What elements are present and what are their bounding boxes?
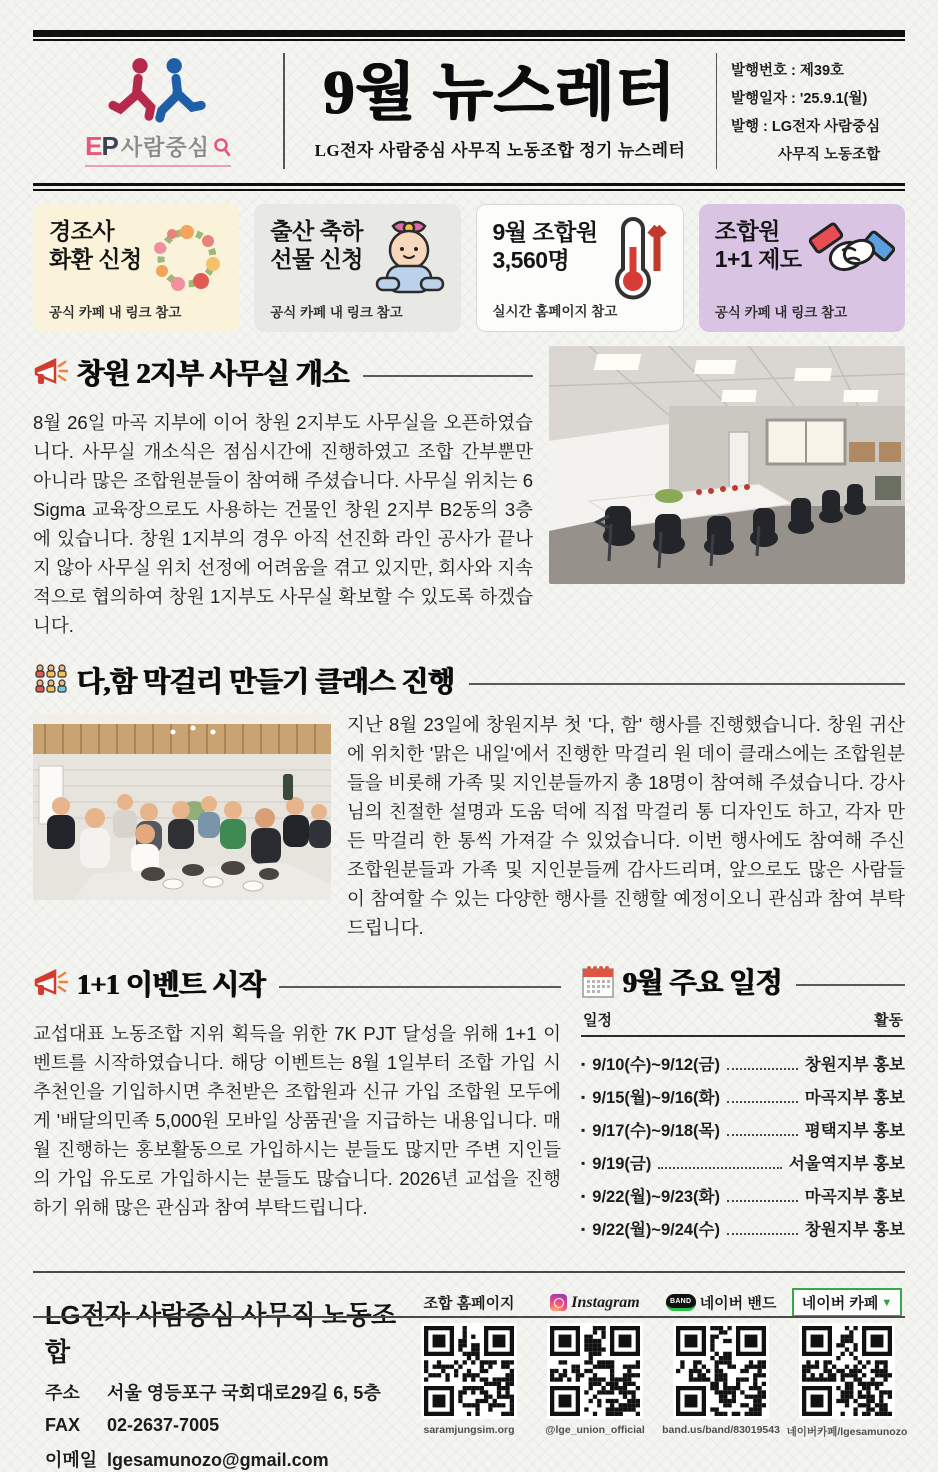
info-cards [33,204,905,332]
office-photo [549,346,905,584]
instagram-qr-code[interactable] [547,1323,643,1419]
card-note: 공식 카페 내 링크 참고 [270,305,403,320]
email-label: 이메일 [45,1449,98,1470]
megaphone-icon [33,356,69,388]
schedule-section [581,943,905,1249]
magnifier-icon [213,137,231,157]
card-note: 공식 카페 내 링크 참고 [714,305,848,320]
pub-publisher-2: 사무직 노동조합 [778,146,881,163]
cafe-qr-code[interactable] [799,1323,895,1419]
page-bottom-divider [33,1316,905,1318]
card-note: 실시간 홈페이지 참고 [492,304,618,319]
card-title: 경조사 화환 신청 [49,218,142,273]
handshake-icon [807,216,895,290]
schedule-item: ▪ 9/22(월)~9/23(화) 마곡지부 홍보 [581,1183,905,1207]
schedule-item: ▪ 9/10(수)~9/12(금) 창원지부 홍보 [581,1051,905,1075]
logo-name-text: 사람중심 [120,135,210,160]
qr-instagram-label: Instagram [571,1293,640,1311]
article-office-opening [33,332,905,640]
card-birth-gift[interactable] [254,204,460,332]
article-event-start [33,943,561,1249]
makgeolli-class-photo [33,714,331,900]
logo-ep-text: EP [85,131,118,161]
schedule-item: ▪ 9/22(월)~9/24(수) 창원지부 홍보 [581,1216,905,1240]
publication-info [717,51,905,171]
dropdown-arrow-icon: ▼ [881,1296,893,1309]
qr-caption: @lge_union_official [545,1423,645,1436]
schedule-list [581,1051,905,1240]
pub-date: 발행일자 : '25.9.1(월) [731,90,868,107]
schedule-columns [581,1009,905,1037]
address-value: 서울 영등포구 국회대로29길 6, 5층 [107,1382,381,1403]
newsletter-page [0,30,938,1472]
instagram-icon [550,1294,567,1311]
megaphone-icon [33,967,69,999]
schedule-item: ▪ 9/19(금) 서울역지부 홍보 [581,1150,905,1174]
article-makgeolli-class [33,660,905,942]
band-qr-code[interactable] [673,1323,769,1419]
footer-org-name: LG전자 사람중심 사무직 노동조합 [45,1299,396,1367]
qr-caption: band.us/band/83019543 [662,1423,780,1436]
card-member-count[interactable] [476,204,684,332]
card-condolence-wreath[interactable] [33,204,239,332]
qr-caption: 네이버카페/lgesamunozo [786,1425,908,1438]
qr-homepage-label: 조합 홈페이지 [423,1295,515,1312]
pub-publisher: 발행 : LG전자 사람중심 [731,118,881,135]
pub-number: 발행번호 : 제39호 [731,62,845,79]
section-title: 창원 2지부 사무실 개소 [77,359,349,390]
baby-icon [369,216,451,302]
qr-band-label: 네이버 밴드 [699,1295,777,1312]
card-title: 출산 축하 선물 신청 [270,218,364,273]
section-title: 1+1 이벤트 시작 [77,969,266,1001]
schedule-item: ▪ 9/17(수)~9/18(목) 평택지부 홍보 [581,1117,905,1141]
section-title: 다,함 막걸리 만들기 클래스 진행 [77,667,455,699]
union-logo-wordmark [85,131,231,167]
union-logo-figures-icon [103,55,213,127]
fax-value: 02-2637-7005 [107,1414,220,1435]
homepage-qr-code[interactable] [421,1323,517,1419]
header-bottom-divider [33,183,905,191]
schedule-title: 9월 주요 일정 [623,967,783,999]
card-title: 조합원 1+1 제도 [714,218,802,273]
header [33,41,905,177]
article-body: 교섭대표 노동조합 지위 획득을 위한 7K PJT 달성을 위해 1+1 이벤트를 시작하였습니다. 해당 이벤트는 8월 1일부터 조합 가입 시 추천인을 기입하시면 추천받은 조합원과 신규 가입 조합원 모두에게 '배달의민족 5,000원 모바일 상품권'을 지급하는 내용입니다. 매월 진행하는 홍보활동으로 가입하시는 분들도 많지만 주변 지인들의 가입 유도로 가입하시는 분들도 많습니다. 2026년 교섭을 진행하기 위해 많은 관심과 참여 부탁드립니다. [33,1022,561,1218]
schedule-item: ▪ 9/15(월)~9/16(화) 마곡지부 홍보 [581,1084,905,1108]
email-value[interactable]: lgesamunozo@gmail.com [107,1449,329,1470]
band-icon: BAND [666,1294,696,1311]
fax-label: FAX [45,1414,81,1435]
schedule-col-date: 일정 [583,1011,612,1029]
naver-cafe-button[interactable]: 네이버 카페 ▼ [792,1288,903,1317]
audience-icon [33,664,69,696]
newsletter-subtitle: LG전자 사람중심 사무직 노동조합 정기 뉴스레터 [314,140,686,160]
top-divider [33,30,905,41]
article-body: 지난 8월 23일에 창원지부 첫 '다, 함' 행사를 진행했습니다. 창원 귀산에 위치한 '맑은 내일'에서 진행한 막걸리 원 데이 클래스에는 조합원분들을 비롯해 가족 및 지인분들까지 총 18명이 참여해 주셨습니다. 강사님의 친절한 설명과 도움 덕에 직접 막걸리 통 디자인도 하고, 각자 만든 막걸리 한 통씩 가져갈 수 있었습니다. 이번 행사에도 참여해 주신 조합원분들과 가족 및 지인분들께 감사드리며, 앞으로도 많은 사람들이 참여할 수 있는 다양한 행사를 진행할 예정이오니 관심과 참여 부탁드립니다. [347,714,905,939]
calendar-icon [581,963,615,999]
card-one-plus-one[interactable] [699,204,905,332]
thermometer-icon [595,217,673,307]
card-title member-count: 9월 조합원 3,560명 [492,219,598,274]
union-logo [33,51,283,171]
card-note: 공식 카페 내 링크 참고 [49,305,182,320]
wreath-icon [145,216,229,300]
footer [33,1273,908,1472]
qr-caption: saramjungsim.org [423,1423,515,1436]
schedule-col-activity: 활동 [874,1011,903,1029]
address-label: 주소 [45,1382,80,1403]
article-body: 8월 26일 마곡 지부에 이어 창원 2지부도 사무실을 오픈하였습니다. 사무실 개소식은 점심시간에 진행하였고 조합 간부뿐만 아니라 많은 조합원분들이 참여해 주셨습니다. 사무실 위치는 6 Sigma 교육장으로도 사용하는 건물인 창원 2지부 B2동의 3층에 있습니다. 창원 1지부의 경우 아직 선진화 라인 공사가 끝나지 않아 사무실 위치 선정에 어려움을 겪고 있지만, 회사와 지속적으로 협의하여 창원 1지부도 사무실 확보할 수 있도록 하겠습니다. [33,412,533,637]
newsletter-title: 9월 뉴스레터 [323,58,677,127]
